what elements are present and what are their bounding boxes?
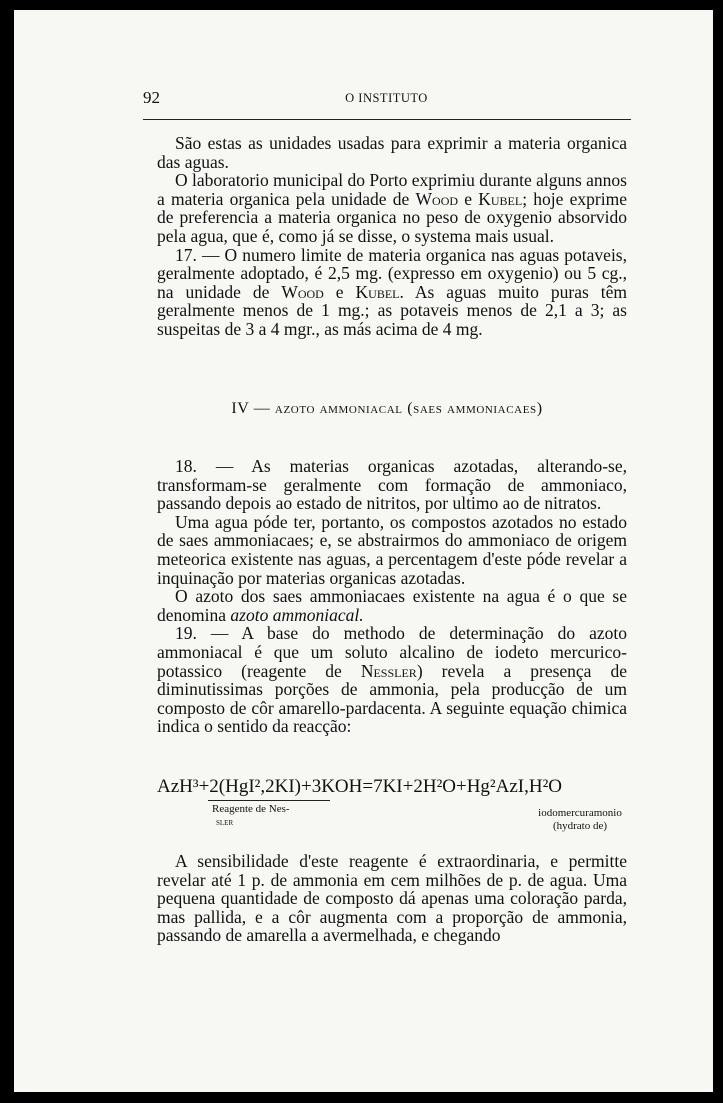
emphasis-term: azoto ammoniacal. — [230, 604, 364, 625]
paragraph-2: O laboratorio municipal do Porto exprimiu durante alguns annos a materia organica pela unidade de Wood e Kubel; hoje exprime de preferencia a materia organica no peso de oxygenio absorvido pela agua, que é, como já se disse, o systema mais usual. — [157, 170, 627, 246]
chemical-equation: AzH³+2(HgI²,2KI)+3KOH=7KI+2H²O+Hg²AzI,H²O — [157, 776, 562, 797]
page-header — [143, 88, 630, 110]
header-rule — [143, 119, 631, 120]
text-block-1 — [157, 134, 627, 339]
text-block-3 — [157, 852, 627, 945]
equation-underbrace — [208, 800, 330, 801]
paragraph-18: 18. — As materias organicas azotadas, alterando-se, transformam-se geralmente com formação de ammoniaco, passando depois ao estado de nitritos, por ultimo ao de nitratos. — [157, 456, 627, 514]
author-name: Kubel — [355, 281, 400, 302]
author-name: Wood — [415, 188, 459, 209]
text-block-2 — [157, 457, 627, 736]
paragraph-5: Uma agua póde ter, portanto, os compostos azotados no estado de saes ammoniacaes; e, se abstrairmos do ammoniaco de origem meteorica existente nas aguas, a percentagem d'este póde revelar a inquinação por materias organicas azotadas. — [157, 511, 627, 588]
author-name: Wood — [281, 281, 324, 302]
paragraph-8: A sensibilidade d'este reagente é extraordinaria, e permitte revelar até 1 p. de ammonia em cem milhões de p. de agua. Uma pequena quantidade de composto dá apenas uma coloração parda, mas pallida, e a côr augmenta com a proporção de ammonia, passando de amarella a avermelhada, e chegando — [157, 851, 627, 946]
author-name: Nessler — [360, 660, 417, 681]
section-heading: IV — azoto ammoniacal (saes ammoniacaes) — [231, 400, 543, 417]
paragraph-6: O azoto dos saes ammoniacaes existente na agua é o que se denomina azoto ammoniacal. — [157, 586, 627, 625]
paragraph-17: 17. — O numero limite de materia organica nas aguas potaveis, geralmente adoptado, é 2,5 mg. (expresso em oxygenio) ou 5 cg., na unidade de Wood e Kubel. As aguas muito puras têm geralmente menos de 1 mg.; as potaveis menos de 2,1 a 3; as suspeitas de 3 a 4 mgr., as más acima de 4 mg. — [157, 244, 628, 339]
paragraph-1: São estas as unidades usadas para exprimir a materia organica das aguas. — [157, 133, 627, 172]
running-title: O INSTITUTO — [345, 91, 428, 105]
paragraph-19: 19. — A base do methodo de determinação do azoto ammoniacal é que um soluto alcalino de iodeto mercurico-potassico (reagente de Nessler) revela a presença de diminutissimas porções de ammonia, pela producção de um composto de côr amarello-pardacenta. A seguinte equação chimica indica o sentido da reacção: — [157, 623, 627, 737]
reagent-annotation: Reagente de Nes- sler — [212, 803, 290, 828]
page-number: 92 — [143, 88, 160, 107]
author-name: Kubel — [478, 188, 523, 209]
product-annotation: iodomercuramonio (hydrato de) — [538, 807, 622, 832]
